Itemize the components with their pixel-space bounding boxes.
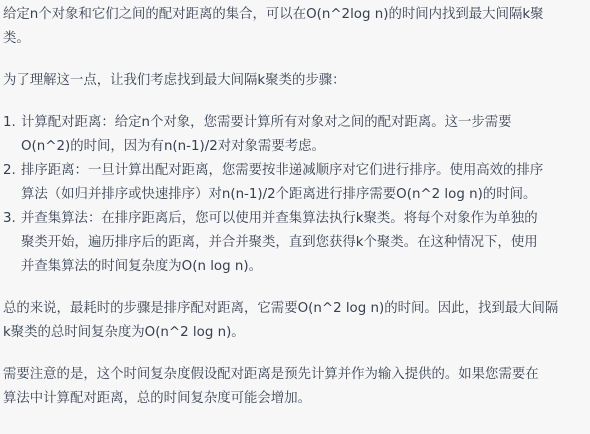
step-number: 3. bbox=[3, 211, 16, 226]
note-paragraph bbox=[3, 363, 590, 411]
step-line: 排序距离：一旦计算出配对距离，您需要按非递减顺序对它们进行排序。使用高效的排序 bbox=[21, 163, 544, 178]
step-line: O(n^2)的时间，因为有n(n-1)/2对对象需要考虑。 bbox=[21, 139, 325, 154]
step-line: 并查集算法：在排序距离后，您可以使用并查集算法执行k聚类。将每个对象作为单独的 bbox=[21, 211, 538, 226]
step-item bbox=[3, 111, 590, 159]
steps-list bbox=[3, 111, 590, 279]
step-number: 2. bbox=[3, 163, 16, 178]
summary-line-2: k聚类的总时间复杂度为O(n^2 log n)。 bbox=[3, 325, 245, 340]
step-line: 计算配对距离：给定n个对象，您需要计算所有对象对之间的配对距离。这一步需要 bbox=[21, 115, 512, 130]
summary-line-1: 总的来说，最耗时的步骤是排序配对距离，它需要O(n^2 log n)的时间。因此，找到最大间隔 bbox=[3, 301, 559, 316]
step-item bbox=[3, 207, 590, 279]
step-line: 算法（如归并排序或快速排序）对n(n-1)/2个距离进行排序需要O(n^2 log n)的时间。 bbox=[21, 187, 537, 202]
step-line: 聚类开始，遍历排序后的距离，并合并聚类，直到您获得k个聚类。在这种情况下，使用 bbox=[21, 235, 538, 250]
step-line: 并查集算法的时间复杂度为O(n log n)。 bbox=[21, 259, 262, 274]
intro-paragraph bbox=[3, 3, 590, 51]
intro-line-1: 给定n个对象和它们之间的配对距离的集合，可以在O(n^2log n)的时间内找到最大间隔k聚 bbox=[3, 7, 544, 22]
lead-in-paragraph: 为了理解这一点，让我们考虑找到最大间隔k聚类的步骤： bbox=[3, 73, 346, 88]
note-line-2: 算法中计算配对距离，总的时间复杂度可能会增加。 bbox=[3, 391, 311, 406]
summary-paragraph bbox=[3, 297, 590, 345]
step-number: 1. bbox=[3, 115, 16, 130]
intro-line-2: 类。 bbox=[3, 31, 30, 46]
note-line-1: 需要注意的是，这个时间复杂度假设配对距离是预先计算并作为输入提供的。如果您需要在 bbox=[3, 367, 539, 382]
step-item bbox=[3, 159, 590, 207]
